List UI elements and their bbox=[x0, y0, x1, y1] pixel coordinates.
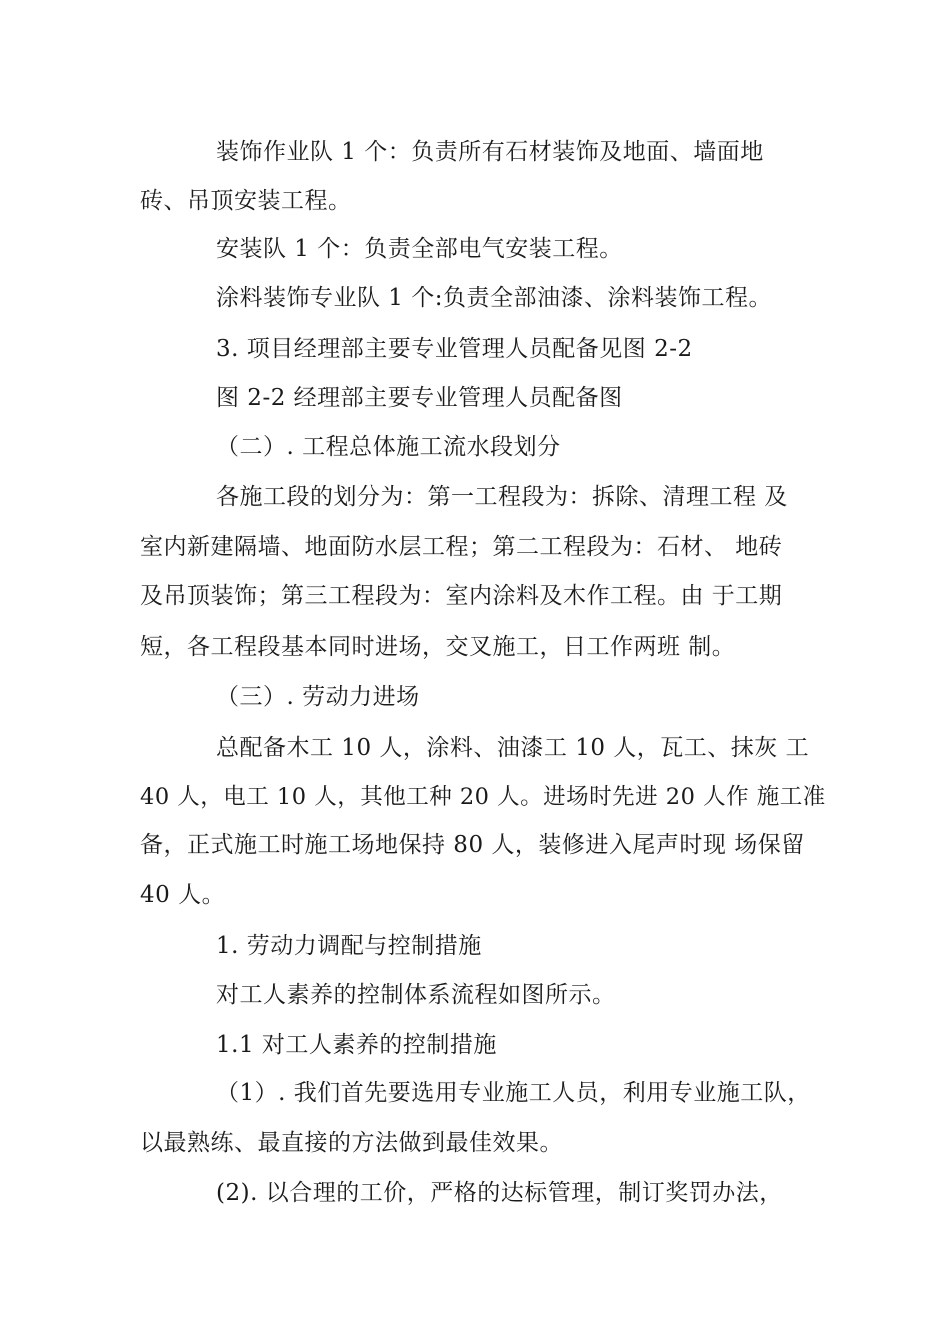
paragraph-line: 40 人，电工 10 人，其他工种 20 人。进场时先进 20 人作 施工准 bbox=[140, 784, 826, 810]
figure-caption: 图 2-2 经理部主要专业管理人员配备图 bbox=[216, 385, 623, 411]
section-heading: 1. 劳动力调配与控制措施 bbox=[216, 933, 482, 959]
paragraph-line: （1）. 我们首先要选用专业施工人员，利用专业施工队， bbox=[216, 1080, 811, 1106]
paragraph-line: 室内新建隔墙、地面防水层工程；第二工程段为：石材、 地砖 bbox=[140, 534, 783, 560]
paragraph-line: 短，各工程段基本同时进场，交叉施工，日工作两班 制。 bbox=[140, 634, 736, 660]
section-heading: 1.1 对工人素养的控制措施 bbox=[216, 1032, 497, 1058]
paragraph-line: 及吊顶装饰；第三工程段为：室内涂料及木作工程。由 于工期 bbox=[140, 583, 783, 609]
paragraph-line: 备，正式施工时施工场地保持 80 人，装修进入尾声时现 场保留 bbox=[140, 832, 805, 858]
paragraph-line: 各施工段的划分为：第一工程段为：拆除、清理工程 及 bbox=[216, 484, 788, 510]
paragraph-line: 40 人。 bbox=[140, 882, 226, 908]
paragraph-line: 以最熟练、最直接的方法做到最佳效果。 bbox=[140, 1130, 563, 1156]
paragraph-line: (2). 以合理的工价，严格的达标管理，制订奖罚办法， bbox=[216, 1180, 783, 1206]
paragraph-line: 对工人素养的控制体系流程如图所示。 bbox=[216, 982, 616, 1008]
section-heading: 3. 项目经理部主要专业管理人员配备见图 2-2 bbox=[216, 336, 693, 362]
section-heading: （二）. 工程总体施工流水段划分 bbox=[216, 434, 561, 460]
paragraph-line: 装饰作业队 1 个：负责所有石材装饰及地面、墙面地 bbox=[216, 139, 764, 165]
paragraph-line: 安装队 1 个：负责全部电气安装工程。 bbox=[216, 236, 623, 262]
paragraph-line: 涂料装饰专业队 1 个:负责全部油漆、涂料装饰工程。 bbox=[216, 285, 773, 311]
paragraph-line: 总配备木工 10 人，涂料、油漆工 10 人，瓦工、抹灰 工 bbox=[216, 735, 810, 761]
section-heading: （三）. 劳动力进场 bbox=[216, 684, 420, 710]
paragraph-line: 砖、吊顶安装工程。 bbox=[140, 188, 352, 214]
